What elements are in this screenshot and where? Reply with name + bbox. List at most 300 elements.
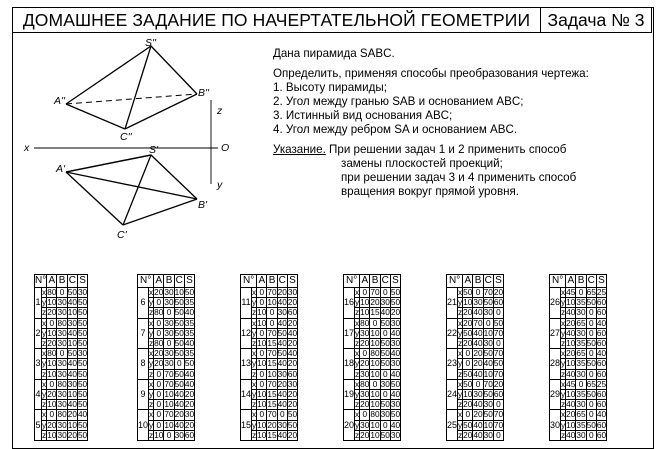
table-header-cell: A	[361, 275, 369, 287]
variant-number: 16	[344, 288, 355, 319]
coordinate-cell: 40	[473, 368, 483, 379]
axis-cell: y	[458, 419, 463, 430]
axis-cell: y	[458, 389, 463, 400]
coordinate-cell: 0	[154, 318, 164, 328]
coordinate-cell: 20	[287, 317, 298, 328]
coordinate-cell: 30	[184, 409, 195, 420]
table-row	[344, 288, 401, 298]
coordinate-cell: 20	[287, 389, 298, 400]
table-header-cell: C	[381, 275, 389, 287]
label-o: O	[221, 142, 230, 154]
determine-text: Определить, применяя способы преобразования чертежа:	[273, 67, 589, 80]
coordinate-cell: 70	[164, 368, 174, 379]
table-row	[35, 369, 88, 379]
coordinate-cell: 60	[596, 307, 607, 318]
coordinate-cell: 30	[57, 399, 67, 410]
coordinate-cell: 50	[390, 297, 401, 308]
table-row	[35, 430, 88, 440]
variants-table	[34, 274, 88, 441]
table-header-cell: B	[165, 275, 173, 287]
coordinate-cell: 40	[277, 297, 287, 308]
coordinate-cell: 30	[483, 399, 493, 410]
coordinate-cell: 50	[380, 348, 390, 359]
axis-cell: z	[252, 338, 257, 349]
given-text: Дана пирамида SABC.	[273, 47, 395, 60]
table-header-row	[138, 275, 195, 288]
table-header-cell: S	[79, 275, 86, 287]
coordinate-cell: 45	[566, 287, 576, 297]
coordinate-cell: 0	[586, 430, 596, 440]
axis-cell: y	[149, 419, 154, 430]
coordinate-cell: 40	[174, 389, 184, 400]
coordinate-cell: 10	[154, 429, 164, 440]
axis-cell: z	[458, 338, 463, 349]
table-header-cell: N°	[550, 275, 566, 288]
coordinate-cell: 35	[184, 327, 195, 338]
coordinate-cell: 50	[586, 338, 596, 349]
coordinate-cell: 10	[47, 368, 57, 379]
coordinate-cell: 50	[483, 297, 493, 308]
coordinate-cell: 10	[67, 389, 77, 400]
note-line-3: при решении задач 3 и 4 применить способ	[341, 171, 577, 184]
coordinate-cell: 80	[57, 317, 67, 328]
coordinate-cell: 20	[154, 287, 164, 297]
table-row	[344, 318, 401, 328]
coordinate-cell: 70	[493, 419, 504, 430]
variant-number: 18	[344, 349, 355, 380]
coordinate-cell: 30	[277, 307, 287, 318]
coordinate-cell: 10	[463, 297, 473, 308]
coordinate-cell: 50	[77, 419, 88, 430]
coordinate-cell: 80	[57, 409, 67, 420]
variant-number: 12	[241, 318, 252, 349]
coordinate-cell: 40	[184, 368, 195, 379]
coordinate-cell: 35	[184, 297, 195, 308]
table-row	[447, 410, 504, 420]
axis-cell: z	[561, 368, 566, 379]
table-row	[138, 318, 195, 328]
coordinate-cell: 0	[257, 349, 267, 359]
coordinate-cell: 0	[277, 410, 287, 420]
coordinate-cell: 30	[483, 338, 493, 349]
variant-number: 15	[241, 410, 252, 441]
coordinate-cell: 50	[77, 327, 88, 338]
axis-cell: y	[149, 327, 154, 338]
table-row	[35, 298, 88, 308]
coordinate-cell: 20	[287, 297, 298, 308]
coordinate-cell: 0	[483, 318, 493, 328]
coordinate-cell: 70	[473, 317, 483, 328]
coordinate-cell: 0	[257, 288, 267, 298]
coordinate-cell: 40	[390, 389, 401, 400]
coordinate-cell: 60	[596, 419, 607, 430]
axis-cell: x	[252, 317, 257, 328]
coordinate-cell: 50	[174, 348, 184, 359]
axis-cell: y	[561, 389, 566, 400]
coordinate-cell: 30	[57, 389, 67, 400]
axis-cell: z	[561, 307, 566, 318]
axis-cell: x	[561, 348, 566, 359]
table-row	[35, 349, 88, 359]
page-title: ДОМАШНЕЕ ЗАДАНИЕ ПО НАЧЕРТАТЕЛЬНОЙ ГЕОМЕТРИИ	[13, 8, 541, 32]
coordinate-cell: 10	[257, 389, 267, 400]
table-header-cell: N°	[35, 275, 47, 287]
coordinate-cell: 50	[380, 429, 390, 440]
table-header-cell: C	[278, 275, 286, 287]
coordinate-cell: 70	[483, 378, 493, 389]
coordinate-cell: 30	[380, 297, 390, 308]
coordinate-cell: 20	[360, 429, 370, 440]
coordinate-cell: 10	[370, 389, 380, 400]
coordinate-cell: 10	[483, 368, 493, 379]
variant-number: 7	[138, 318, 149, 349]
coordinate-cell: 20	[287, 399, 298, 410]
coordinate-cell: 0	[174, 359, 184, 369]
coordinate-cell: 0	[380, 390, 390, 400]
coordinate-cell: 0	[493, 308, 503, 318]
coordinate-cell: 35	[576, 389, 586, 400]
coordinate-cell: 70	[164, 378, 174, 389]
coordinate-cell: 40	[184, 307, 195, 318]
coordinate-cell: 0	[47, 318, 57, 328]
coordinate-cell: 10	[257, 358, 267, 369]
coordinate-cell: 20	[463, 317, 473, 328]
coordinate-cell: 40	[287, 348, 298, 359]
coordinate-cell: 30	[164, 358, 174, 369]
table-row	[550, 288, 607, 298]
variant-number: 17	[344, 318, 355, 349]
coordinate-cell: 30	[360, 368, 370, 379]
coordinate-cell: 20	[566, 317, 576, 328]
table-row	[550, 410, 607, 420]
axis-cell: z	[561, 338, 566, 349]
variants-table	[343, 274, 401, 441]
coordinate-cell: 65	[586, 287, 596, 297]
table-row	[35, 328, 88, 338]
table-header-cell: A	[48, 275, 56, 287]
coordinate-cell: 60	[596, 338, 607, 349]
coordinate-cell: 70	[267, 327, 277, 338]
axis-cell: x	[458, 378, 463, 389]
coordinate-cell: 20	[67, 409, 77, 420]
axis-cell: y	[41, 297, 47, 308]
coordinate-cell: 10	[174, 287, 184, 297]
label-s2: S''	[145, 38, 157, 49]
coordinate-cell: 40	[277, 399, 287, 410]
axis-cell: x	[561, 317, 566, 328]
axis-cell: z	[41, 399, 47, 410]
variants-table	[549, 274, 607, 441]
coordinate-cell: 30	[77, 348, 88, 359]
coordinate-cell: 30	[57, 429, 67, 440]
coordinate-cell: 40	[67, 368, 77, 379]
title-block	[12, 7, 652, 33]
axis-cell: z	[252, 307, 257, 318]
coordinate-cell: 30	[390, 317, 401, 328]
variants-table	[240, 274, 298, 441]
coordinate-cell: 30	[360, 327, 370, 338]
coordinate-cell: 50	[586, 389, 596, 400]
coordinate-cell: 40	[67, 358, 77, 369]
table-row	[138, 349, 195, 359]
variant-number: 23	[447, 349, 458, 380]
coordinate-cell: 50	[493, 317, 504, 328]
coordinate-cell: 50	[483, 389, 493, 400]
label-a2: A''	[54, 95, 66, 107]
coordinate-cell: 80	[154, 307, 164, 318]
coordinate-cell: 20	[463, 307, 473, 318]
table-header-cell: A	[258, 275, 266, 287]
coordinate-cell: 20	[287, 358, 298, 369]
coordinate-cell: 30	[473, 389, 483, 400]
coordinate-cell: 10	[360, 307, 370, 318]
table-row	[344, 379, 401, 389]
coordinate-cell: 30	[164, 297, 174, 308]
coordinate-cell: 0	[493, 339, 503, 349]
coordinate-cell: 30	[576, 429, 586, 440]
coordinate-cell: 10	[257, 338, 267, 349]
variant-number: 3	[35, 349, 42, 380]
axis-cell: z	[252, 399, 257, 410]
coordinate-cell: 40	[566, 327, 576, 338]
axis-cell: x	[458, 287, 463, 297]
coordinate-cell: 50	[586, 419, 596, 430]
coordinate-cell: 10	[257, 317, 267, 328]
coordinate-cell: 60	[287, 368, 298, 379]
coordinate-cell: 40	[67, 327, 77, 338]
table-row	[35, 339, 88, 349]
coordinate-cell: 40	[596, 409, 607, 420]
coordinate-cell: 0	[380, 369, 390, 379]
coordinate-cell: 10	[566, 297, 576, 308]
coordinate-cell: 70	[370, 287, 380, 297]
coordinate-cell: 0	[586, 328, 596, 338]
coordinate-cell: 50	[380, 399, 390, 410]
coordinate-cell: 40	[277, 338, 287, 349]
coordinate-cell: 0	[154, 410, 164, 420]
coordinate-cell: 70	[164, 409, 174, 420]
coordinate-cell: 0	[257, 410, 267, 420]
table-header-cell: S	[598, 275, 605, 287]
coordinate-cell: 30	[576, 368, 586, 379]
axis-cell: z	[355, 338, 360, 349]
axis-cell: y	[561, 297, 566, 308]
coordinate-cell: 50	[463, 419, 473, 430]
coordinate-cell: 80	[57, 378, 67, 389]
axis-cell: z	[458, 429, 463, 440]
note-label: Указание.	[273, 143, 326, 156]
coordinate-cell: 30	[483, 307, 493, 318]
coordinate-cell: 10	[164, 389, 174, 400]
variant-number: 29	[550, 379, 561, 410]
coordinate-cell: 40	[473, 419, 483, 430]
coordinate-cell: 10	[267, 297, 277, 308]
variant-number: 1	[35, 288, 42, 319]
axis-cell: x	[41, 287, 47, 297]
coordinate-cell: 0	[493, 430, 503, 440]
axis-cell: x	[355, 409, 360, 420]
variant-number: 22	[447, 318, 458, 349]
coordinate-cell: 0	[473, 288, 483, 298]
variant-number: 13	[241, 349, 252, 380]
coordinate-cell: 20	[360, 338, 370, 349]
coordinate-cell: 50	[174, 317, 184, 328]
coordinate-cell: 50	[77, 317, 88, 328]
coordinate-cell: 50	[287, 409, 298, 420]
coordinate-cell: 80	[47, 287, 57, 297]
coordinate-cell: 50	[390, 378, 401, 389]
coordinate-cell: 30	[473, 297, 483, 308]
coordinate-cell: 20	[463, 429, 473, 440]
coordinate-cell: 0	[267, 308, 277, 318]
coordinate-cell: 70	[267, 348, 277, 359]
top-edges	[66, 155, 197, 199]
coordinate-cell: 70	[493, 348, 504, 359]
coordinate-cell: 30	[287, 287, 298, 297]
coordinate-cell: 30	[164, 348, 174, 359]
axis-cell: z	[41, 338, 47, 349]
coordinate-cell: 35	[576, 358, 586, 369]
coordinate-cell: 30	[277, 368, 287, 379]
coordinate-cell: 50	[380, 317, 390, 328]
table-header-row	[447, 275, 504, 288]
coordinate-cell: 10	[257, 429, 267, 440]
coordinate-cell: 0	[257, 298, 267, 308]
coordinate-cell: 50	[174, 327, 184, 338]
axis-cell: y	[355, 358, 360, 369]
table-row	[241, 349, 298, 359]
coordinate-cell: 20	[473, 409, 483, 420]
coordinate-cell: 0	[57, 349, 67, 359]
coordinate-cell: 0	[164, 308, 174, 318]
coordinate-cell: 50	[586, 358, 596, 369]
coordinate-cell: 20	[566, 348, 576, 359]
table-header-cell: B	[474, 275, 482, 287]
coordinate-cell: 20	[174, 409, 184, 420]
table-header-cell: A	[155, 275, 163, 287]
coordinate-cell: 60	[493, 389, 504, 400]
coordinate-cell: 60	[596, 368, 607, 379]
coordinate-cell: 0	[380, 328, 390, 338]
table-header-row	[550, 275, 607, 288]
table-header-cell: B	[371, 275, 379, 287]
label-c2: C''	[120, 131, 132, 143]
coordinate-cell: 40	[483, 358, 493, 369]
table-header-cell: A	[567, 275, 575, 287]
coordinate-cell: 60	[184, 429, 195, 440]
table-row	[344, 349, 401, 359]
coordinate-cell: 50	[174, 368, 184, 379]
axis-cell: y	[252, 389, 257, 400]
table-row	[35, 359, 88, 369]
coordinate-cell: 20	[277, 287, 287, 297]
coordinate-cell: 0	[154, 400, 164, 410]
coordinate-cell: 20	[154, 348, 164, 359]
pyramid-drawing	[22, 38, 252, 243]
axis-cell: x	[252, 287, 257, 297]
variant-number: 6	[138, 288, 149, 319]
coordinate-cell: 20	[360, 399, 370, 410]
coordinate-cell: 40	[77, 409, 88, 420]
table-header-cell: B	[577, 275, 585, 287]
axis-cell: z	[561, 399, 566, 410]
table-row	[447, 349, 504, 359]
axis-cell: x	[41, 317, 47, 328]
coordinate-cell: 60	[596, 297, 607, 308]
axis-cell: x	[355, 317, 360, 328]
coordinate-cell: 30	[390, 338, 401, 349]
coordinate-cell: 0	[586, 400, 596, 410]
coordinate-cell: 30	[164, 287, 174, 297]
coordinate-cell: 20	[267, 419, 277, 430]
coordinate-cell: 80	[47, 348, 57, 359]
variant-number: 21	[447, 288, 458, 319]
coordinate-cell: 20	[47, 307, 57, 318]
coordinate-cell: 80	[360, 378, 370, 389]
axis-cell: x	[149, 348, 154, 359]
variant-number: 8	[138, 349, 149, 380]
coordinate-cell: 20	[184, 419, 195, 430]
coordinate-cell: 0	[380, 420, 390, 430]
axis-cell: x	[355, 287, 360, 297]
table-row	[35, 379, 88, 389]
table-row	[241, 288, 298, 298]
coordinate-cell: 0	[586, 318, 596, 328]
coordinate-cell: 10	[370, 419, 380, 430]
coordinate-cell: 40	[184, 338, 195, 349]
axis-cell: z	[41, 368, 47, 379]
coordinate-cell: 50	[77, 338, 88, 349]
axis-cell: y	[41, 419, 47, 430]
coordinate-cell: 15	[267, 399, 277, 410]
coordinate-cell: 30	[483, 429, 493, 440]
variant-number: 14	[241, 379, 252, 410]
variant-number: 2	[35, 318, 42, 349]
coordinate-cell: 10	[463, 389, 473, 400]
variant-number: 19	[344, 379, 355, 410]
coordinate-cell: 40	[380, 307, 390, 318]
coordinate-cell: 10	[47, 399, 57, 410]
coordinate-cell: 20	[184, 399, 195, 410]
label-a1: A'	[56, 163, 66, 175]
coordinate-cell: 20	[360, 358, 370, 369]
coordinate-cell: 10	[566, 358, 576, 369]
coordinate-cell: 50	[174, 338, 184, 349]
table-header-cell: C	[175, 275, 183, 287]
coordinate-cell: 10	[47, 327, 57, 338]
axis-cell: x	[149, 287, 154, 297]
axis-cell: z	[41, 307, 47, 318]
table-header-cell: C	[484, 275, 492, 287]
coordinate-cell: 50	[463, 287, 473, 297]
axis-cell: x	[355, 378, 360, 389]
coordinate-cell: 10	[67, 338, 77, 349]
axis-cell: y	[561, 358, 566, 369]
coordinate-cell: 65	[576, 409, 586, 420]
axis-cell: z	[252, 368, 257, 379]
axis-cell: x	[252, 409, 257, 420]
coordinate-cell: 60	[596, 358, 607, 369]
coordinate-cell: 50	[77, 429, 88, 440]
coordinate-cell: 40	[67, 399, 77, 410]
coordinate-cell: 50	[390, 287, 401, 297]
axis-cell: z	[355, 307, 360, 318]
coordinate-cell: 30	[67, 317, 77, 328]
coordinate-cell: 0	[164, 430, 174, 440]
label-c1: C'	[117, 229, 127, 241]
axis-cell: x	[458, 317, 463, 328]
coordinate-cell: 50	[67, 287, 77, 297]
